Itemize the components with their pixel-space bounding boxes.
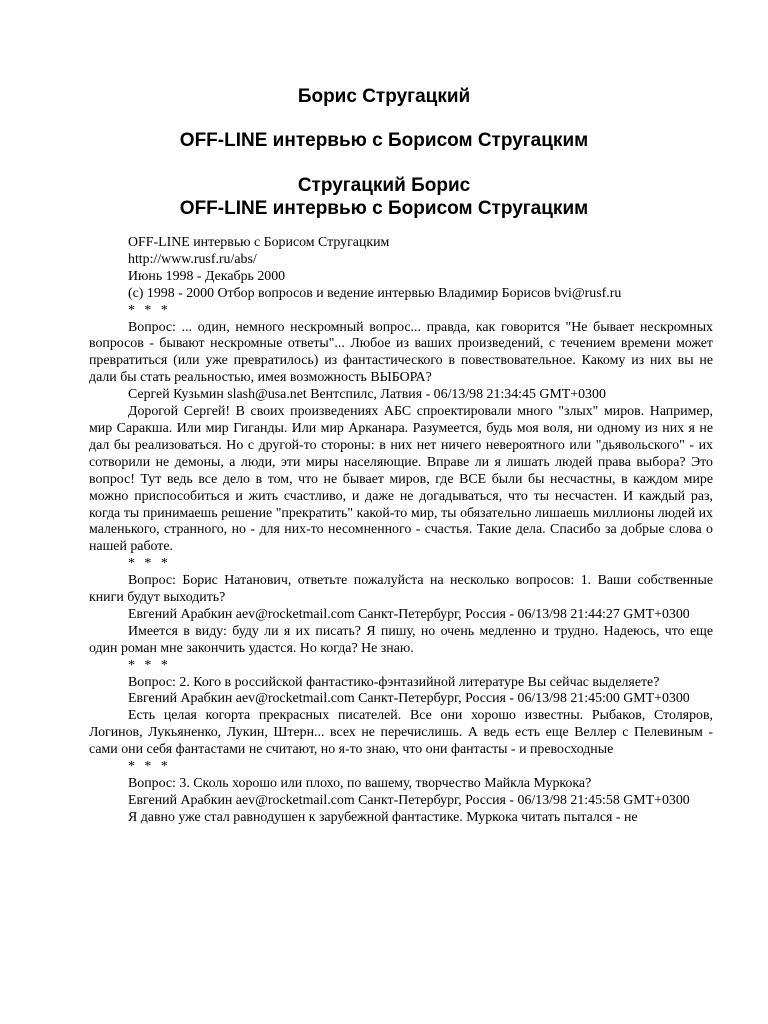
meta-dates: Июнь 1998 - Декабрь 2000 xyxy=(128,268,286,284)
separator: * * * xyxy=(128,657,171,673)
answer-text: Есть целая когорта прекрасных писателей. Все они хорошо известны. Рыбаков, Столяров, Логинов, Лукьяненко, Лукин, Штерн... всех не перечислишь. А ведь есть еще Веллер с Пелевиным - сами они себя фантастами не считают, но я-то знаю, что они фантасты - и превосходные xyxy=(89,708,713,758)
question-text: Вопрос: 3. Сколь хорошо или плохо, по вашему, творчество Майкла Муркока? xyxy=(128,776,592,791)
document-body xyxy=(89,235,713,827)
answer-text: Я давно уже стал равнодушен к зарубежной фантастике. Муркока читать пытался - не xyxy=(128,809,638,825)
separator: * * * xyxy=(128,302,171,318)
question-text: Вопрос: 2. Кого в российской фантастико-фэнтазийной литературе Вы сейчас выделяете? xyxy=(128,674,660,690)
section-author: Стругацкий Борис xyxy=(297,175,471,196)
meta-title: OFF-LINE интервью с Борисом Стругацким xyxy=(128,235,390,250)
meta-copyright: (с) 1998 - 2000 Отбор вопросов и ведение интервью Владимир Борисов bvi@rusf.ru xyxy=(128,285,622,301)
question-author: Евгений Арабкин aev@rocketmail.com Санкт-Петербург, Россия - 06/13/98 21:45:58 GMT+0300 xyxy=(128,792,690,808)
question-author: Сергей Кузьмин slash@usa.net Вентспилс, Латвия - 06/13/98 21:34:45 GMT+0300 xyxy=(128,387,606,403)
question-text: Вопрос: ... один, немного нескромный вопрос... правда, как говорится "Не бывает нескромных вопросов - бывают нескромные ответы"... Любое из ваших произведений, с течением времени может превратиться (или уже превратилось) из фантастического в повествовательное. Какому из них вы не дали бы стать реальностью, имея возможность ВЫБОРА? xyxy=(89,319,713,386)
section-title: OFF-LINE интервью с Борисом Стругацким xyxy=(179,198,589,219)
separator: * * * xyxy=(128,556,171,572)
question-text: Вопрос: Борис Натанович, ответьте пожалуйста на несколько вопросов: 1. Ваши собственные книги будут выходить? xyxy=(89,573,713,606)
question-author: Евгений Арабкин aev@rocketmail.com Санкт-Петербург, Россия - 06/13/98 21:45:00 GMT+0300 xyxy=(128,691,690,707)
answer-text: Имеется в виду: буду ли я их писать? Я пишу, но очень медленно и трудно. Надеюсь, что еще один роман мне закончить удастся. Но когда? Не знаю. xyxy=(89,623,713,656)
separator: * * * xyxy=(128,759,171,775)
meta-url: http://www.rusf.ru/abs/ xyxy=(128,251,257,267)
answer-text: Дорогой Сергей! В своих произведениях АБС спроектировали много "злых" миров. Например, мир Саракша. Или мир Гиганды. Или мир Арканара. Разумеется, будь моя воля, ни одному из них я не дал бы реализоваться. Но с другой-то стороны: в них нет ничего невероятного или "дьявольского" - их сотворили не демоны, а люди, эти миры населяющие. Вправе ли я лишать людей права выбора? Это вопрос! Тут ведь все дело в том, что не бывает миров, где ВСЕ были бы несчастны, в каждом мире можно приспособиться и жить счастливо, и даже не догадываться, что ты несчастен. И каждый раз, когда ты принимаешь решение "прекратить" какой-то мир, ты обязательно лишаешь миллионы людей их маленького, странного, но - для них-то несомненного - счастья. Такие дела. Спасибо за добрые слова о нашей работе. xyxy=(89,404,713,555)
book-title: OFF-LINE интервью с Борисом Стругацким xyxy=(179,130,589,151)
question-author: Евгений Арабкин aev@rocketmail.com Санкт-Петербург, Россия - 06/13/98 21:44:27 GMT+0300 xyxy=(128,606,690,622)
book-author: Борис Стругацкий xyxy=(297,86,471,107)
